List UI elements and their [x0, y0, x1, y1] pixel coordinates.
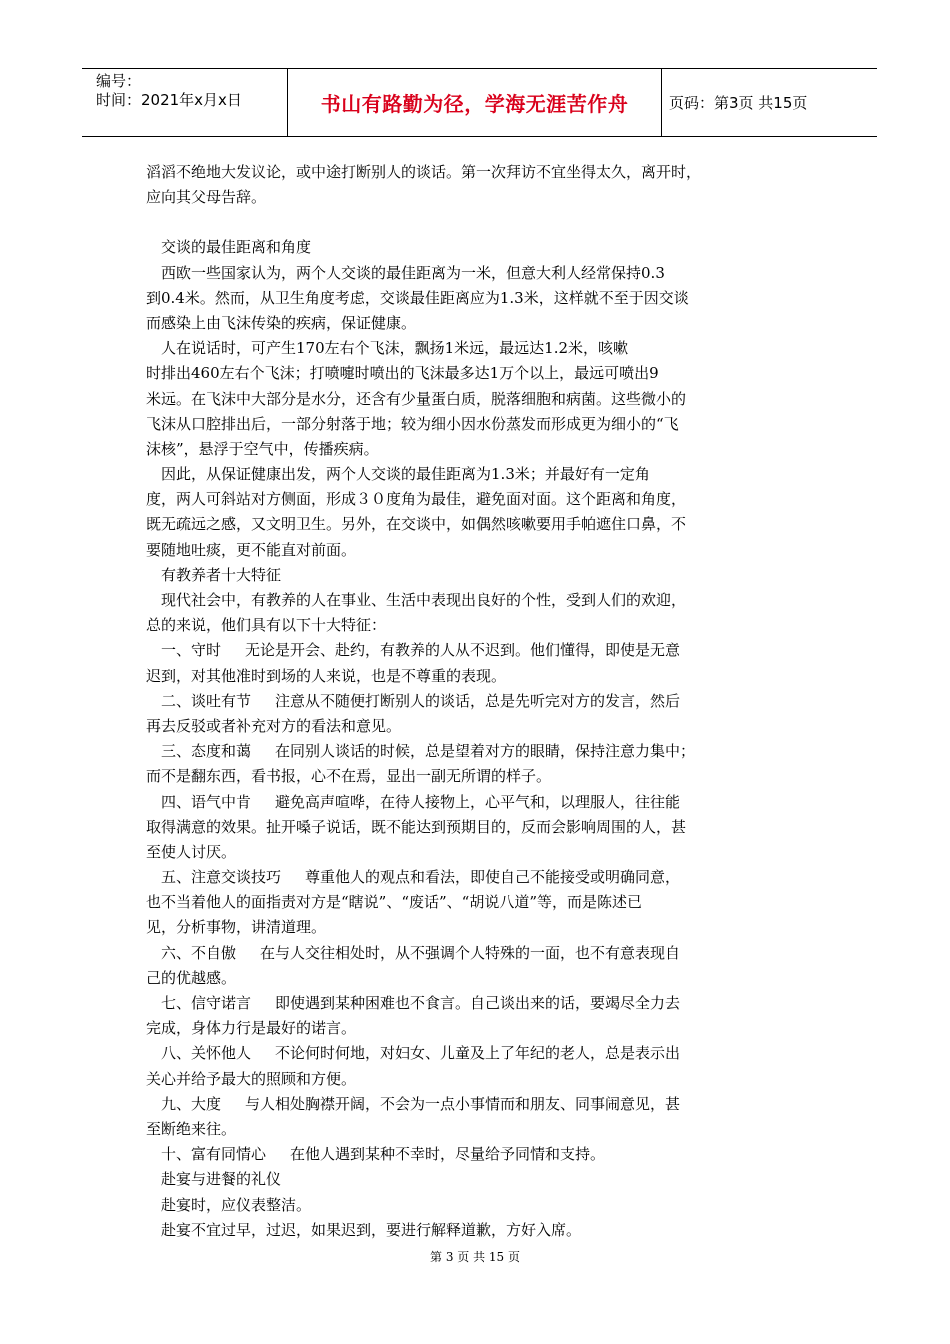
paragraph-gap	[146, 210, 756, 235]
trait-heading: 三、态度和蔼	[161, 742, 252, 761]
text-line: 再去反驳或者补充对方的看法和意见。	[146, 716, 402, 735]
trait-heading: 六、不自傲	[161, 943, 237, 962]
trait-text: 即使遇到某种困难也不食言。自己谈出来的话，要竭尽全力去	[275, 994, 681, 1012]
trait-heading: 二、谈吐有节	[161, 691, 252, 710]
trait-heading: 九、大度	[161, 1094, 222, 1113]
trait-heading: 七、信守诺言	[161, 994, 252, 1012]
trait-text: 避免高声喧哗，在待人接物上，心平气和，以理服人，往往能	[275, 792, 681, 811]
time-label: 时间：2021年x月x日	[96, 91, 242, 109]
trait-heading: 五、注意交谈技巧	[161, 868, 282, 887]
trait-text: 不论何时何地，对妇女、儿童及上了年纪的老人，总是表示出	[275, 1044, 681, 1063]
text-line: 要随地吐痰，更不能直对前面。	[146, 540, 357, 559]
text-line: 取得满意的效果。扯开嗓子说话，既不能达到预期目的，反而会影响周围的人，甚	[146, 817, 687, 836]
trait-heading: 八、关怀他人	[161, 1044, 252, 1063]
text-line	[146, 1041, 756, 1066]
trait-text: 无论是开会、赴约，有教养的人从不迟到。他们懂得，即使是无意	[245, 641, 681, 660]
trait-text: 在与人交往相处时，从不强调个人特殊的一面，也不有意表现自	[260, 943, 681, 962]
text-line	[146, 865, 756, 890]
trait-text: 注意从不随便打断别人的谈话，总是先听完对方的发言，然后	[275, 691, 681, 710]
text-line: 人在说话时，可产生170左右个飞沫，飘扬1米远，最远达1.2米，咳嗽	[161, 339, 629, 358]
text-line: 至使人讨厌。	[146, 842, 237, 861]
text-line: 完成，身体力行是最好的诺言。	[146, 1019, 357, 1038]
text-line: 也不当着他人的面指责对方是“瞎说”、“废话”、“胡说八道”等，而是陈述已	[146, 893, 643, 912]
trait-text: 在他人遇到某种不幸时，尽量给予同情和支持。	[290, 1145, 606, 1164]
text-line: 滔滔不绝地大发议论，或中途打断别人的谈话。第一次拜访不宜坐得太久，离开时，	[146, 163, 702, 181]
text-line: 赴宴时，应仪表整洁。	[161, 1195, 312, 1214]
trait-text: 与人相处胸襟开阔，不会为一点小事情而和朋友、同事闹意见，甚	[245, 1094, 681, 1113]
text-line: 时排出460左右个飞沫；打喷嚏时喷出的飞沫最多达1万个以上，最远可喷出9	[146, 364, 659, 383]
text-line: 西欧一些国家认为，两个人交谈的最佳距离为一米，但意大利人经常保持0.3	[161, 263, 665, 282]
header-motto: 书山有路勤为径，学海无涯苦作舟	[320, 92, 629, 116]
text-line	[146, 689, 756, 714]
text-line	[146, 1142, 756, 1167]
text-line: 现代社会中，有教养的人在事业、生活中表现出良好的个性，受到人们的欢迎，	[161, 591, 687, 609]
text-line	[146, 991, 756, 1016]
text-line: 赴宴不宜过早，过迟，如果迟到，要进行解释道歉，方好入席。	[161, 1220, 582, 1239]
page-header	[82, 68, 877, 137]
document-body	[146, 160, 756, 1243]
page-footer: 第 3 页 共 15 页	[430, 1250, 520, 1264]
text-line: 关心并给予最大的照顾和方便。	[146, 1069, 357, 1088]
text-line: 见，分析事物，讲清道理。	[146, 918, 327, 937]
text-line: 总的来说，他们具有以下十大特征：	[146, 616, 387, 635]
text-line: 飞沫从口腔排出后，一部分射落于地；较为细小因水份蒸发而形成更为细小的“飞	[146, 414, 679, 433]
text-line: 己的优越感。	[146, 968, 237, 987]
header-page-info: 页码：第3页 共15页	[669, 94, 808, 112]
text-line	[146, 739, 756, 764]
text-line: 到0.4米。然而，从卫生角度考虑，交谈最佳距离应为1.3米，这样就不至于因交谈	[146, 288, 689, 307]
text-line: 赴宴与进餐的礼仪	[161, 1170, 282, 1189]
text-line: 度，两人可斜站对方侧面，形成３０度角为最佳，避免面对面。这个距离和角度，	[146, 490, 687, 509]
text-line	[146, 638, 756, 663]
text-line: 米远。在飞沫中大部分是水分，还含有少量蛋白质，脱落细胞和病菌。这些微小的	[146, 389, 687, 408]
header-meta	[82, 69, 287, 136]
text-line	[146, 790, 756, 815]
text-line: 迟到，对其他准时到场的人来说，也是不尊重的表现。	[146, 666, 507, 685]
text-line: 因此，从保证健康出发，两个人交谈的最佳距离为1.3米；并最好有一定角	[161, 465, 650, 484]
text-line: 至断绝来往。	[146, 1119, 237, 1138]
header-page-cell	[661, 69, 877, 136]
trait-text: 尊重他人的观点和看法，即使自己不能接受或明确同意，	[305, 868, 681, 887]
text-line: 沫核”，悬浮于空气中，传播疾病。	[146, 439, 379, 458]
text-line: 而不是翻东西，看书报，心不在焉，显出一副无所谓的样子。	[146, 767, 552, 786]
text-line: 有教养者十大特征	[161, 565, 282, 584]
trait-heading: 一、守时	[161, 641, 222, 660]
text-line: 应向其父母告辞。	[146, 188, 267, 207]
header-motto-cell	[287, 69, 662, 136]
trait-text: 在同别人谈话的时候，总是望着对方的眼睛，保持注意力集中；	[275, 742, 696, 761]
text-line	[146, 941, 756, 966]
text-line: 而感染上由飞沫传染的疾病，保证健康。	[146, 313, 417, 332]
trait-heading: 四、语气中肯	[161, 792, 252, 811]
text-line: 既无疏远之感，又文明卫生。另外，在交谈中，如偶然咳嗽要用手帕遮住口鼻，不	[146, 515, 687, 534]
number-label: 编号：	[96, 72, 142, 90]
text-line: 交谈的最佳距离和角度	[161, 238, 312, 257]
trait-heading: 十、富有同情心	[161, 1145, 267, 1164]
text-line	[146, 1092, 756, 1117]
